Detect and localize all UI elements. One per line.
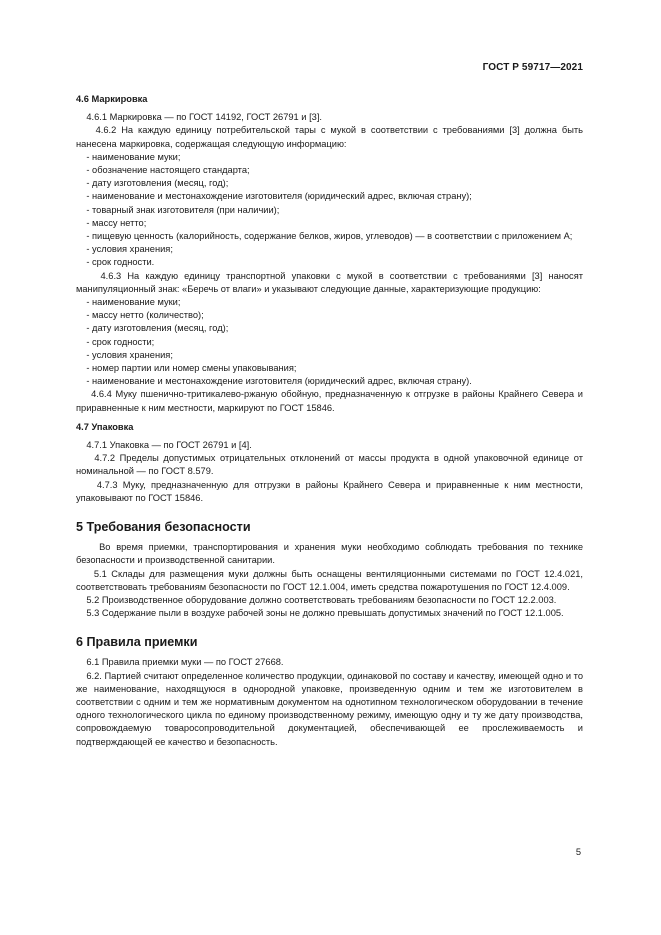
para-4-7-2: 4.7.2 Пределы допустимых отрицательных отклонений от массы продукта в одной упаковочной единице от номинальной — по ГОСТ 8.579. [76,453,583,477]
list-item: - товарный знак изготовителя (при наличии); [86,204,280,215]
para-6-1: 6.1 Правила приемки муки — по ГОСТ 27668. [86,657,284,668]
para-5-3: 5.3 Содержание пыли в воздухе рабочей зоны не должно превышать допустимых значений по ГОСТ 12.1.005. [86,608,564,619]
page-content [76,93,583,749]
list-item: - обозначение настоящего стандарта; [86,165,250,176]
list-marking-transport [76,296,583,388]
subsection-heading-4-6: 4.6 Маркировка [76,94,148,104]
para-4-7-3: 4.7.3 Муку, предназначенную для отгрузки в районы Крайнего Севера и приравненные к ним местности, упаковывают по ГОСТ 15846. [76,479,583,503]
list-item: - массу нетто (количество); [86,310,204,321]
list-item: - условия хранения; [86,349,173,360]
list-item: - наименование муки; [86,297,181,308]
para-4-7-1: 4.7.1 Упаковка — по ГОСТ 26791 и [4]. [86,440,252,451]
list-item: - условия хранения; [86,244,173,255]
para-4-6-3: 4.6.3 На каждую единицу транспортной упаковки с мукой в соответствии с требованиями [3] наносят манипуляционный знак: «Беречь от влаги» и указывают следующие данные, характеризующие продукцию: [76,270,583,294]
list-item: - пищевую ценность (калорийность, содержание белков, жиров, углеводов) — в соответствии с приложением А; [86,231,573,242]
para-4-6-2: 4.6.2 На каждую единицу потребительской тары с мукой в соответствии с требованиями [3] должна быть нанесена маркировка, содержащая следующую информацию: [76,125,583,149]
para-5-2: 5.2 Производственное оборудование должно соответствовать требованиям безопасности по ГОСТ 12.2.003. [86,594,557,605]
list-item: - массу нетто; [86,217,147,228]
list-item: - дату изготовления (месяц, год); [86,178,229,189]
list-item: - дату изготовления (месяц, год); [86,323,229,334]
section-heading-5: 5 Требования безопасности [76,520,251,535]
para-5-1: 5.1 Склады для размещения муки должны быть оснащены вентиляционными системами по ГОСТ 12.4.021, соответствовать требованиям безопасности по ГОСТ 12.1.004, иметь средства пожаротушения по ГОСТ 12.4.009. [76,568,583,592]
list-item: - наименование и местонахождение изготовителя (юридический адрес, включая страну); [86,191,472,202]
list-item: - наименование муки; [86,151,181,162]
page-number: 5 [575,847,581,857]
para-6-2: 6.2. Партией считают определенное количество продукции, одинаковой по составу и качеству, имеющей одно и то же наименование, находящуюся в однородной упаковке, произведенную одним и тем же изготовителем в соответствии с одним и тем же нормативным документом на однотипном технологическом оборудовании в течение одного технологического цикла по единому производственному режиму, имеющую одну и ту же дату производства, сопровождаемую товаросопроводительной документацией, обеспечивающей ее прослеживаемость и подтверждающей ее качество и безопасность. [76,670,583,747]
list-item: - срок годности. [86,257,155,268]
list-item: - номер партии или номер смены упаковывания; [86,363,297,374]
list-item: - наименование и местонахождение изготовителя (юридический адрес, включая страну). [86,376,472,387]
list-item: - срок годности; [86,336,155,347]
section-heading-6: 6 Правила приемки [76,635,198,650]
list-marking-consumer [76,151,583,270]
subsection-heading-4-7: 4.7 Упаковка [76,421,134,432]
document-code: ГОСТ Р 59717—2021 [482,62,583,73]
para-5-intro: Во время приемки, транспортирования и хранения муки необходимо соблюдать требования по технике безопасности и производственной санитарии. [76,542,583,566]
para-4-6-1: 4.6.1 Маркировка — по ГОСТ 14192, ГОСТ 26791 и [3]. [86,112,322,123]
para-4-6-4: 4.6.4 Муку пшенично-тритикалево-ржаную обойную, предназначенную к отгрузке в районы Крайнего Севера и приравненные к ним местности, маркируют по ГОСТ 15846. [76,389,583,413]
